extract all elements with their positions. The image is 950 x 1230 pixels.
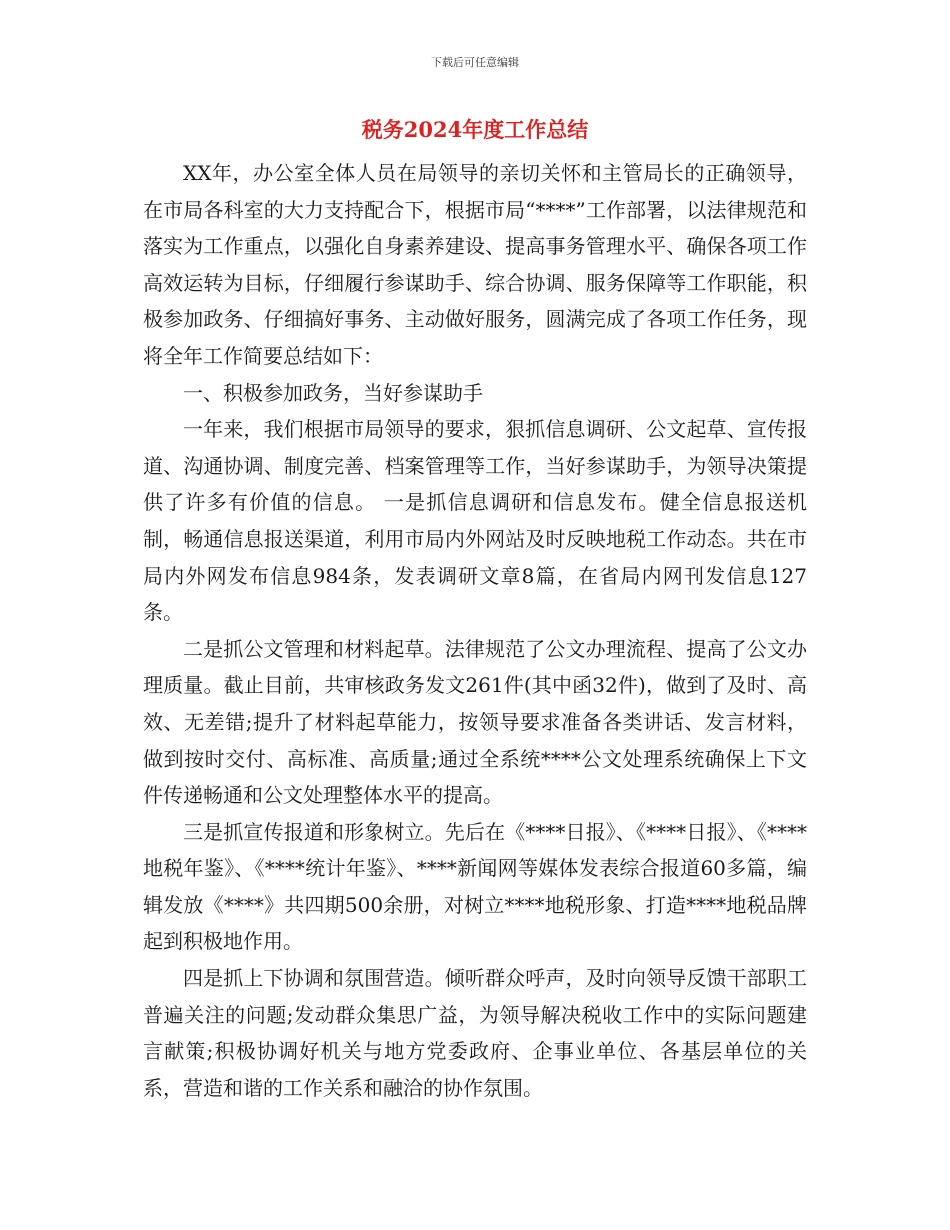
paragraph-intro: XX年，办公室全体人员在局领导的亲切关怀和主管局长的正确领导，在市局各科室的大力支持配合下，根据市局“****”工作部署，以法律规范和落实为工作重点，以强化自身素养建设、提高事务管理水平、确保各项工作高效运转为目标，仔细履行参谋助手、综合协调、服务保障等工作职能，积极参加政务、仔细搞好事务、主动做好服务，圆满完成了各项工作任务，现将全年工作简要总结如下： bbox=[143, 161, 807, 368]
document-title: 税务2024年度工作总结 bbox=[361, 117, 589, 142]
document-body bbox=[143, 155, 807, 1106]
header-note: 下载后可任意编辑 bbox=[431, 56, 519, 69]
paragraph-publicity: 三是抓宣传报道和形象树立。先后在《****日报》、《****日报》、《****地税年鉴》、《****统计年鉴》、****新闻网等媒体发表综合报道60多篇，编辑发放《****》共四期500余册，对树立****地税形象、打造****地税品牌起到积极地作用。 bbox=[143, 819, 807, 954]
paragraph-document-management: 二是抓公文管理和材料起草。法律规范了公文办理流程、提高了公文办理质量。截止目前，共审核政务发文261件(其中函32件)，做到了及时、高效、无差错;提升了材料起草能力，按领导要求准备各类讲话、发言材料，做到按时交付、高标准、高质量;通过全系统****公文处理系统确保上下文件传递畅通和公文处理整体水平的提高。 bbox=[143, 636, 807, 808]
section-heading: 一、积极参加政务，当好参谋助手 bbox=[183, 380, 483, 405]
paragraph-coordination: 四是抓上下协调和氛围营造。倾听群众呼声，及时向领导反馈干部职工普遍关注的问题;发动群众集思广益，为领导解决税收工作中的实际问题建言献策;积极协调好机关与地方党委政府、企事业单位、各基层单位的关系，营造和谐的工作关系和融洽的协作氛围。 bbox=[143, 966, 807, 1100]
paragraph-info-research: 一年来，我们根据市局领导的要求，狠抓信息调研、公文起草、宣传报道、沟通协调、制度完善、档案管理等工作，当好参谋助手，为领导决策提供了许多有价值的信息。 一是抓信息调研和信息发布。健全信息报送机制，畅通信息报送渠道，利用市局内外网站及时反映地税工作动态。共在市局内外网发布信息984条，发表调研文章8篇，在省局内网刊发信息127条。 bbox=[143, 417, 807, 625]
